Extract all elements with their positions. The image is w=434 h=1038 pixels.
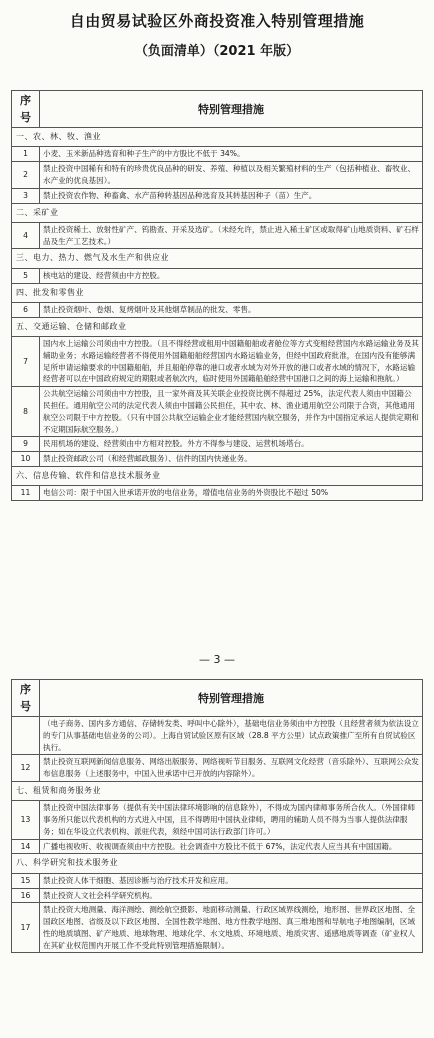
table-row bbox=[12, 801, 423, 839]
row-number: 8 bbox=[12, 387, 40, 437]
measure-text: 小麦、玉米新品种选育和种子生产的中方股比不低于 34%。 bbox=[40, 147, 423, 162]
row-number: 11 bbox=[12, 486, 40, 501]
measure-text: 公共航空运输公司须由中方控股，且一家外商及其关联企业投资比例不得超过 25%，法定代表人须由中国籍公民担任。通用航空公司的法定代表人须由中国籍公民担任，其中农、林、渔业通用航空公司限于合资，其他通用航空公司限于中方控股。（只有中国公共航空运输企业才能经营国内航空服务，并作为中国指定承运人提供定期和不定期国际航空服务。） bbox=[40, 387, 423, 437]
table-row bbox=[12, 486, 423, 501]
table-row bbox=[12, 717, 423, 755]
measures-table-page1 bbox=[11, 90, 423, 501]
measures-table-page2 bbox=[11, 679, 423, 953]
table-row bbox=[12, 839, 423, 854]
table-body-page2 bbox=[12, 717, 423, 953]
table-row bbox=[12, 147, 423, 162]
row-number: 2 bbox=[12, 162, 40, 189]
measure-text: 禁止投资烟叶、卷烟、复烤烟叶及其他烟草制品的批发、零售。 bbox=[40, 303, 423, 318]
measure-text: 禁止投资大地测量、海洋测绘、测绘航空摄影、地面移动测量、行政区域界线测绘，地形图、世界政区地图、全国政区地图、省级及以下政区地图、全国性教学地图、地方性教学地图、真三维地图和导航电子地图编制，区域性的地质填图、矿产地质、地球物理、地球化学、水文地质、环境地质、地质灾害、遥感地质等调查（矿业权人在其矿业权范围内开展工作不受此特别管理措施限制）。 bbox=[40, 903, 423, 953]
measure-text: 国内水上运输公司须由中方控股。（且不得经营或租用中国籍船舶或者舱位等方式变相经营国内水路运输业务及其辅助业务；水路运输经营者不得使用外国籍船舶经营国内水路运输业务，但经中国政府批准，在国内没有能够满足所申请运输要求的中国籍船舶，并且船舶停靠的港口或者水域为对外开放的港口或者水域的情况下，水路运输经营者可以在中国政府规定的期限或者航次内，临时使用外国籍船舶经营中国港口之间的海上运输和拖航。） bbox=[40, 337, 423, 387]
row-number: 4 bbox=[12, 222, 40, 249]
table-body-page1 bbox=[12, 128, 423, 501]
column-header-number: 序号 bbox=[12, 91, 40, 128]
table-row bbox=[12, 162, 423, 189]
measure-text: 核电站的建设、经营须由中方控股。 bbox=[40, 268, 423, 283]
measure-text: 禁止投资中国稀有和特有的珍贵优良品种的研发、养殖、种植以及相关繁殖材料的生产（包括种植业、畜牧业、水产业的优良基因）。 bbox=[40, 162, 423, 189]
table-row bbox=[12, 268, 423, 283]
table-row bbox=[12, 188, 423, 203]
table-row bbox=[12, 337, 423, 387]
table-row bbox=[12, 387, 423, 437]
section-heading: 六、信息传输、软件和信息技术服务业 bbox=[12, 466, 423, 485]
section-row bbox=[12, 854, 423, 873]
measure-text: 禁止投资邮政公司（和经营邮政服务）、信件的国内快递业务。 bbox=[40, 452, 423, 467]
section-row bbox=[12, 283, 423, 302]
section-row bbox=[12, 466, 423, 485]
row-number: 16 bbox=[12, 888, 40, 903]
row-number: 6 bbox=[12, 303, 40, 318]
section-heading: 一、农、林、牧、渔业 bbox=[12, 128, 423, 147]
row-number bbox=[12, 717, 40, 755]
section-heading: 二、采矿业 bbox=[12, 203, 423, 222]
section-row bbox=[12, 317, 423, 336]
row-number: 7 bbox=[12, 337, 40, 387]
row-number: 10 bbox=[12, 452, 40, 467]
page-number: — 3 — bbox=[199, 653, 235, 666]
column-header-measures: 特别管理措施 bbox=[40, 91, 423, 128]
document-subtitle: （负面清单）（2021 年版） bbox=[134, 44, 300, 59]
section-heading: 四、批发和零售业 bbox=[12, 283, 423, 302]
section-heading: 三、电力、热力、燃气及水生产和供应业 bbox=[12, 249, 423, 268]
row-number: 15 bbox=[12, 873, 40, 888]
table-row bbox=[12, 452, 423, 467]
row-number: 12 bbox=[12, 755, 40, 782]
measure-text: 禁止投资中国法律事务（提供有关中国法律环境影响的信息除外），不得成为国内律师事务所合伙人。（外国律师事务所只能以代表机构的方式进入中国，且不得聘用中国执业律师，聘用的辅助人员不得为当事人提供法律服务；如在华设立代表机构、派驻代表，须经中国司法行政部门许可。） bbox=[40, 801, 423, 839]
column-header-measures: 特别管理措施 bbox=[40, 680, 423, 717]
section-heading: 五、交通运输、仓储和邮政业 bbox=[12, 317, 423, 336]
measure-text: 电信公司：限于中国入世承诺开放的电信业务，增值电信业务的外资股比不超过 50% bbox=[40, 486, 423, 501]
measure-text: 广播电视收听、收视调查须由中方控股。社会调查中方股比不低于 67%，法定代表人应当具有中国国籍。 bbox=[40, 839, 423, 854]
row-number: 13 bbox=[12, 801, 40, 839]
measure-text: 禁止投资人文社会科学研究机构。 bbox=[40, 888, 423, 903]
section-row bbox=[12, 781, 423, 800]
measure-text: 禁止投资互联网新闻信息服务、网络出版服务、网络视听节目服务、互联网文化经营（音乐除外）、互联网公众发布信息服务（上述服务中，中国入世承诺中已开放的内容除外）。 bbox=[40, 755, 423, 782]
table-row bbox=[12, 303, 423, 318]
table-row bbox=[12, 873, 423, 888]
measure-text: 禁止投资人体干细胞、基因诊断与治疗技术开发和应用。 bbox=[40, 873, 423, 888]
measure-text: （电子商务、国内多方通信、存储转发类、呼叫中心除外），基础电信业务须由中方控股（且经营者须为依法设立的专门从事基础电信业务的公司）。上海自贸试验区原有区域（28.8 平方公里）试点政策推广至所有自贸试验区执行。 bbox=[40, 717, 423, 755]
table-row bbox=[12, 888, 423, 903]
row-number: 14 bbox=[12, 839, 40, 854]
section-row bbox=[12, 128, 423, 147]
measure-text: 民用机场的建设、经营须由中方相对控股。外方不得参与建设、运营机场塔台。 bbox=[40, 437, 423, 452]
document-title: 自由贸易试验区外商投资准入特别管理措施 bbox=[69, 12, 365, 30]
row-number: 9 bbox=[12, 437, 40, 452]
row-number: 5 bbox=[12, 268, 40, 283]
measure-text: 禁止投资稀土、放射性矿产、钨勘查、开采及选矿。（未经允许，禁止进入稀土矿区或取得矿山地质资料、矿石样品及生产工艺技术。） bbox=[40, 222, 423, 249]
row-number: 17 bbox=[12, 903, 40, 953]
section-row bbox=[12, 203, 423, 222]
section-heading: 七、租赁和商务服务业 bbox=[12, 781, 423, 800]
section-heading: 八、科学研究和技术服务业 bbox=[12, 854, 423, 873]
row-number: 1 bbox=[12, 147, 40, 162]
table-row bbox=[12, 755, 423, 782]
table-row bbox=[12, 437, 423, 452]
measure-text: 禁止投资农作物、种畜禽、水产苗种转基因品种选育及其转基因种子（苗）生产。 bbox=[40, 188, 423, 203]
section-row bbox=[12, 249, 423, 268]
column-header-number: 序号 bbox=[12, 680, 40, 717]
table-row bbox=[12, 903, 423, 953]
row-number: 3 bbox=[12, 188, 40, 203]
table-row bbox=[12, 222, 423, 249]
